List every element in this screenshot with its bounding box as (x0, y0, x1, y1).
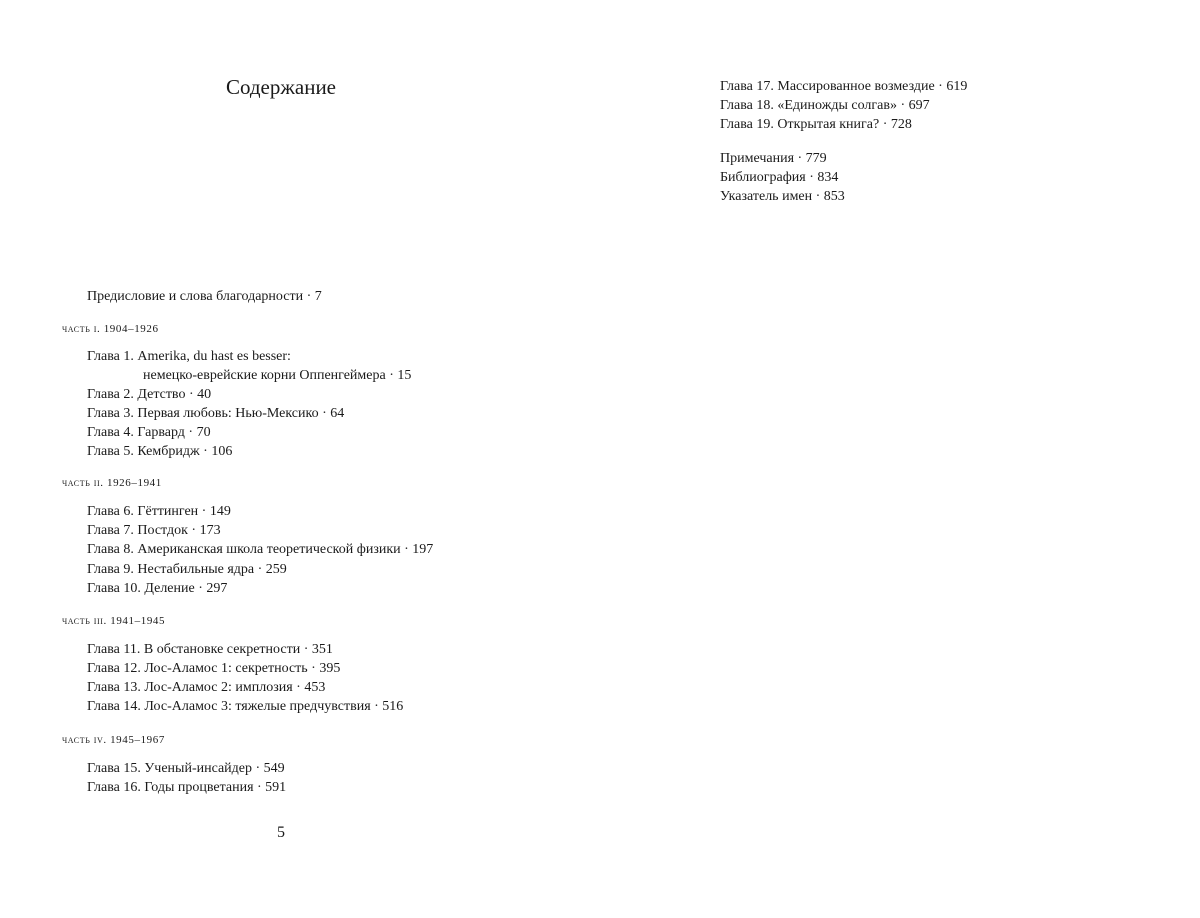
part-heading-1: часть i. 1904–1926 (62, 323, 159, 335)
part-heading-3: часть iii. 1941–1945 (62, 615, 166, 627)
part-heading-2: часть ii. 1926–1941 (62, 477, 162, 489)
toc-entry-chapter-17: Глава 17. Массированное возмездие · 619 (720, 79, 968, 94)
toc-entry-chapter-16: Глава 16. Годы процветания · 591 (87, 780, 287, 795)
toc-entry-notes: Примечания · 779 (720, 151, 827, 166)
toc-entry-chapter-4: Глава 4. Гарвард · 70 (87, 425, 211, 440)
page-title: Содержание (225, 75, 337, 99)
toc-entry-chapter-11: Глава 11. В обстановке секретности · 351 (87, 642, 333, 657)
toc-entry-chapter-15: Глава 15. Ученый-инсайдер · 549 (87, 761, 285, 776)
toc-entry-chapter-14: Глава 14. Лос-Аламос 3: тяжелые предчувствия · 516 (87, 699, 404, 714)
toc-entry-chapter-1-continued: немецко-еврейские корни Оппенгеймера · 15 (143, 368, 412, 383)
toc-entry-chapter-19: Глава 19. Открытая книга? · 728 (720, 117, 912, 132)
toc-entry-chapter-9: Глава 9. Нестабильные ядра · 259 (87, 562, 287, 577)
toc-entry-chapter-5: Глава 5. Кембридж · 106 (87, 444, 233, 459)
toc-entry-bibliography: Библиография · 834 (720, 170, 839, 185)
toc-entry-chapter-1: Глава 1. Amerika, du hast es besser: (87, 349, 291, 364)
toc-entry-chapter-2: Глава 2. Детство · 40 (87, 387, 212, 402)
toc-entry-chapter-12: Глава 12. Лос-Аламос 1: секретность · 395 (87, 661, 341, 676)
page-number: 5 (277, 824, 285, 841)
toc-entry-chapter-3: Глава 3. Первая любовь: Нью-Мексико · 64 (87, 406, 345, 421)
part-heading-4: часть iv. 1945–1967 (62, 734, 165, 746)
toc-entry-chapter-8: Глава 8. Американская школа теоретической физики · 197 (87, 542, 434, 557)
toc-entry-chapter-7: Глава 7. Постдок · 173 (87, 523, 221, 538)
toc-entry-preface: Предисловие и слова благодарности · 7 (87, 289, 322, 304)
toc-entry-name-index: Указатель имен · 853 (720, 189, 845, 204)
toc-entry-chapter-13: Глава 13. Лос-Аламос 2: имплозия · 453 (87, 680, 326, 695)
toc-entry-chapter-6: Глава 6. Гёттинген · 149 (87, 504, 231, 519)
toc-entry-chapter-18: Глава 18. «Единожды солгав» · 697 (720, 98, 930, 113)
toc-entry-chapter-10: Глава 10. Деление · 297 (87, 581, 228, 596)
